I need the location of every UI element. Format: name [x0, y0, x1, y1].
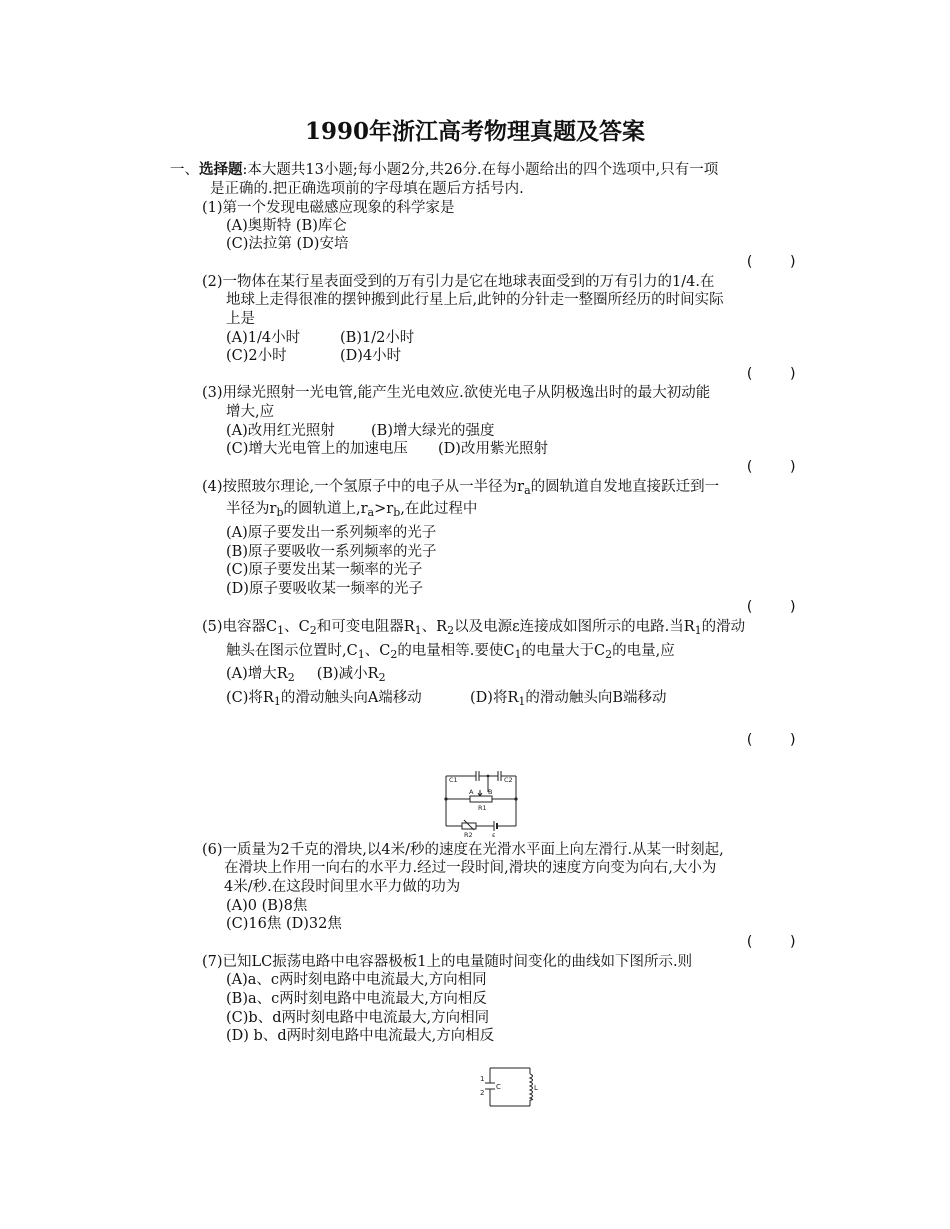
question-5-text: (C)将R	[226, 690, 274, 706]
subscript: 2	[390, 648, 398, 661]
subscript: 1	[518, 695, 526, 708]
question-2-option-b: (B)1/2小时	[340, 330, 415, 346]
section-intro-text: :本大题共13小题;每小题2分,共26分.在每小题给出的四个选项中,只有一项	[242, 162, 719, 178]
question-7-option-d: (D) b、d两时刻电路中电流最大,方向相反	[226, 1028, 495, 1044]
label-r1: R1	[478, 804, 487, 812]
page-title: 1990年浙江高考物理真题及答案	[304, 118, 645, 145]
question-5-text: (5)电容器C	[202, 619, 278, 635]
question-3-option-a: (A)改用红光照射	[226, 423, 335, 439]
question-4-text: ,在此过程中	[400, 501, 478, 517]
question-5-option-c	[226, 689, 422, 707]
label-a: A	[469, 788, 474, 796]
question-3-option-d: (D)改用紫光照射	[438, 441, 548, 457]
label-c2: C2	[504, 776, 513, 784]
subscript: 1	[694, 624, 702, 637]
subscript: 2	[605, 648, 613, 661]
question-4-option-b: (B)原子要吸收一系列频率的光子	[226, 544, 437, 560]
question-6-stem-line-1: (6)一质量为2千克的滑块,以4米/秒的速度在光滑水平面上向左滑行.从某一时刻起,	[202, 842, 724, 858]
subscript: a	[367, 506, 375, 519]
question-5-text: 触头在图示位置时,C	[226, 643, 358, 659]
question-5-answer-bracket: ( )	[745, 732, 798, 748]
subscript: b	[393, 506, 401, 519]
question-7-lc-circuit-diagram	[478, 1064, 540, 1110]
question-5-text: 的电量相等.要使C	[397, 643, 515, 659]
question-5-text: 、C	[284, 619, 310, 635]
question-7-option-a: (A)a、c两时刻电路中电流最大,方向相同	[226, 972, 487, 988]
question-1-options-ab: (A)奥斯特 (B)库仑	[226, 218, 347, 234]
label-plate-1: 1	[480, 1075, 485, 1083]
question-6-answer-bracket: ( )	[745, 934, 798, 950]
question-5-text: 的电量大于C	[521, 643, 606, 659]
question-2-stem-line-1: (2)一物体在某行星表面受到的万有引力是它在地球表面受到的万有引力的1/4.在	[202, 274, 715, 290]
label-emf: ε	[492, 831, 496, 839]
question-4-text: 的圆轨道上,r	[283, 501, 368, 517]
question-4-stem-line-2	[226, 500, 477, 518]
subscript: b	[276, 506, 284, 519]
label-plate-2: 2	[480, 1089, 485, 1097]
question-5-stem-line-1	[202, 618, 745, 636]
question-6-options-cd: (C)16焦 (D)32焦	[226, 916, 342, 932]
subscript: 1	[277, 624, 285, 637]
section-number: 一、	[170, 162, 199, 178]
question-5-text: 的滑动触头向A端移动	[280, 690, 422, 706]
subscript: a	[524, 484, 531, 497]
question-4-option-c: (C)原子要发出某一频率的光子	[226, 562, 423, 578]
question-2-option-d: (D)4小时	[340, 348, 402, 364]
question-6-stem-line-2: 在滑块上作用一向右的水平力.经过一段时间,滑块的速度方向变为向右,大小为	[224, 860, 717, 876]
question-4-text: (4)按照玻尔理论,一个氢原子中的电子从一半径为r	[202, 479, 525, 495]
subscript: 1	[273, 695, 281, 708]
question-5-text: (D)将R	[470, 690, 519, 706]
question-5-text: 以及电源ε连接成如图所示的电路.当R	[454, 619, 695, 635]
section-heading: 选择题	[199, 161, 243, 178]
question-4-answer-bracket: ( )	[745, 599, 798, 615]
question-4-text: >r	[374, 501, 394, 517]
label-b: B	[488, 788, 493, 796]
question-6-options-ab: (A)0 (B)8焦	[226, 898, 308, 914]
subscript: 1	[514, 648, 522, 661]
label-inductor: L	[534, 1084, 538, 1092]
section-intro-line-1	[170, 161, 718, 179]
question-1-answer-bracket: ( )	[745, 254, 798, 270]
question-2-option-c: (C)2小时	[226, 348, 287, 364]
subscript: 2	[287, 671, 295, 684]
question-5-text: 的电量,应	[612, 643, 675, 659]
question-2-stem-line-3: 上是	[226, 311, 255, 327]
question-5-text: 的滑动触头向B端移动	[525, 690, 667, 706]
subscript: 2	[309, 624, 317, 637]
subscript: 2	[378, 671, 386, 684]
question-5-text: 、C	[364, 643, 391, 659]
label-r2: R2	[464, 831, 473, 839]
question-3-option-c: (C)增大光电管上的加速电压	[226, 441, 408, 457]
question-5-options-ab	[226, 665, 386, 683]
label-capacitor: C	[496, 1083, 501, 1091]
question-4-option-d: (D)原子要吸收某一频率的光子	[226, 581, 423, 597]
section-intro-line-2: 是正确的.把正确选项前的字母填在题后方括号内.	[210, 181, 524, 197]
question-5-text: 和可变电阻器R	[316, 619, 415, 635]
question-4-text: 的圆轨道自发地直接跃迁到一	[530, 479, 720, 495]
subscript: 1	[357, 648, 365, 661]
question-3-stem-line-1: (3)用绿光照射一光电管,能产生光电效应.欲使光电子从阴极逸出时的最大初动能	[202, 385, 711, 401]
question-5-stem-line-2	[226, 642, 675, 660]
question-5-option-a: (A)增大R	[226, 666, 288, 682]
question-4-stem-line-1	[202, 478, 719, 496]
question-5-text: 、R	[421, 619, 448, 635]
question-5-circuit-diagram	[440, 768, 522, 840]
question-2-stem-line-2: 地球上走得很准的摆钟搬到此行星上后,此钟的分针走一整圈所经历的时间实际	[226, 292, 724, 308]
question-7-option-c: (C)b、d两时刻电路中电流最大,方向相同	[226, 1010, 490, 1026]
question-4-text: 半径为r	[226, 501, 277, 517]
subscript: 1	[414, 624, 422, 637]
question-1-options-cd: (C)法拉第 (D)安培	[226, 236, 349, 252]
question-7-stem: (7)已知LC振荡电路中电容器极板1上的电量随时间变化的曲线如下图所示.则	[202, 954, 693, 970]
question-5-option-d	[470, 689, 667, 707]
question-7-option-b: (B)a、c两时刻电路中电流最大,方向相反	[226, 991, 487, 1007]
question-6-stem-line-3: 4米/秒.在这段时间里水平力做的功为	[224, 879, 461, 895]
question-3-stem-line-2: 增大,应	[226, 404, 275, 420]
question-5-option-b: (B)减小R	[316, 666, 379, 682]
label-c1: C1	[449, 776, 458, 784]
question-3-option-b: (B)增大绿光的强度	[371, 423, 495, 439]
subscript: 2	[447, 624, 455, 637]
question-2-option-a: (A)1/4小时	[226, 330, 301, 346]
question-2-answer-bracket: ( )	[745, 366, 798, 382]
question-3-answer-bracket: ( )	[745, 459, 798, 475]
question-1-stem: (1)第一个发现电磁感应现象的科学家是	[202, 200, 455, 216]
question-5-text: 的滑动	[701, 619, 746, 635]
question-4-option-a: (A)原子要发出一系列频率的光子	[226, 525, 437, 541]
